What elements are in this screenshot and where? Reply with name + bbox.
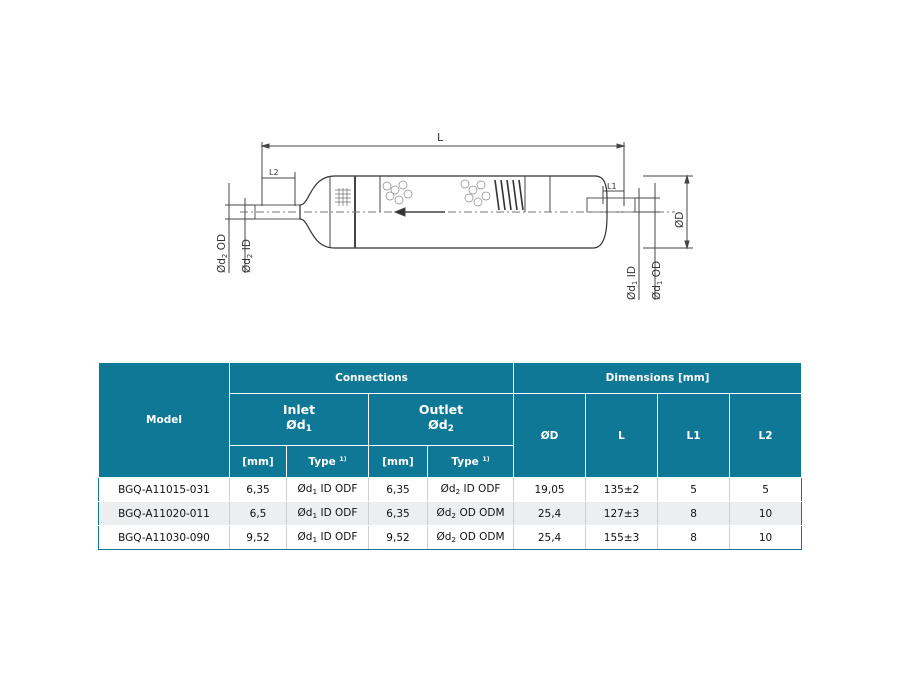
spec-table — [98, 362, 802, 550]
cell-outlet-mm: 6,35 — [369, 478, 428, 502]
cell-L1: 8 — [658, 526, 730, 550]
header-L1: L1 — [658, 394, 730, 478]
desiccant-beads — [383, 180, 490, 206]
cell-outlet-mm: 6,35 — [369, 502, 428, 526]
label-d2-id: Ød2 ID — [241, 239, 254, 273]
header-L2: L2 — [730, 394, 802, 478]
header-inlet-type: Type $^{1)}$ — [287, 446, 369, 478]
table-row — [99, 478, 802, 502]
cell-inlet-mm: 6,35 — [230, 478, 287, 502]
label-L: L — [437, 131, 444, 144]
header-dimensions: Dimensions [mm] — [514, 363, 802, 394]
cell-inlet-type: $Ød_1$ ID ODF — [287, 502, 369, 526]
label-L1: L1 — [607, 182, 617, 191]
cell-L2: 5 — [730, 478, 802, 502]
cell-L1: 5 — [658, 478, 730, 502]
cell-D: 25,4 — [514, 502, 586, 526]
cell-outlet-type: $Ød_2$ OD ODM — [428, 502, 514, 526]
header-connections: Connections — [230, 363, 514, 394]
spring-coil — [495, 180, 523, 210]
cell-model: BGQ-A11030-090 — [99, 526, 230, 550]
cell-inlet-mm: 9,52 — [230, 526, 287, 550]
cell-D: 19,05 — [514, 478, 586, 502]
header-outlet-type: Type $^{1)}$ — [428, 446, 514, 478]
table-row — [99, 526, 802, 550]
table-row — [99, 502, 802, 526]
header-inlet: Inlet $Ød_1$ — [230, 394, 369, 446]
cell-L: 155±3 — [586, 526, 658, 550]
header-model: Model — [99, 363, 230, 478]
header-outlet: Outlet $Ød_2$ — [369, 394, 514, 446]
cell-inlet-type: $Ød_1$ ID ODF — [287, 526, 369, 550]
cell-L: 135±2 — [586, 478, 658, 502]
cell-L: 127±3 — [586, 502, 658, 526]
cell-inlet-type: $Ød_1$ ID ODF — [287, 478, 369, 502]
header-inlet-mm: [mm] — [230, 446, 287, 478]
filter-drier-drawing — [205, 128, 705, 303]
cell-outlet-type: $Ød_2$ OD ODM — [428, 526, 514, 550]
cell-inlet-mm: 6,5 — [230, 502, 287, 526]
label-d2-od: Ød2 OD — [216, 233, 229, 273]
cell-L2: 10 — [730, 502, 802, 526]
cell-model: BGQ-A11020-011 — [99, 502, 230, 526]
label-d1-od: Ød1 OD — [651, 260, 664, 300]
cell-model: BGQ-A11015-031 — [99, 478, 230, 502]
cell-outlet-mm: 9,52 — [369, 526, 428, 550]
header-D: ØD — [514, 394, 586, 478]
header-outlet-mm: [mm] — [369, 446, 428, 478]
label-d1-id: Ød1 ID — [626, 266, 639, 300]
cell-L1: 8 — [658, 502, 730, 526]
cell-L2: 10 — [730, 526, 802, 550]
label-L2: L2 — [269, 168, 279, 177]
header-L: L — [586, 394, 658, 478]
cell-D: 25,4 — [514, 526, 586, 550]
cell-outlet-type: $Ød_2$ ID ODF — [428, 478, 514, 502]
filter-mesh — [335, 188, 351, 206]
label-D: ØD — [674, 211, 686, 228]
